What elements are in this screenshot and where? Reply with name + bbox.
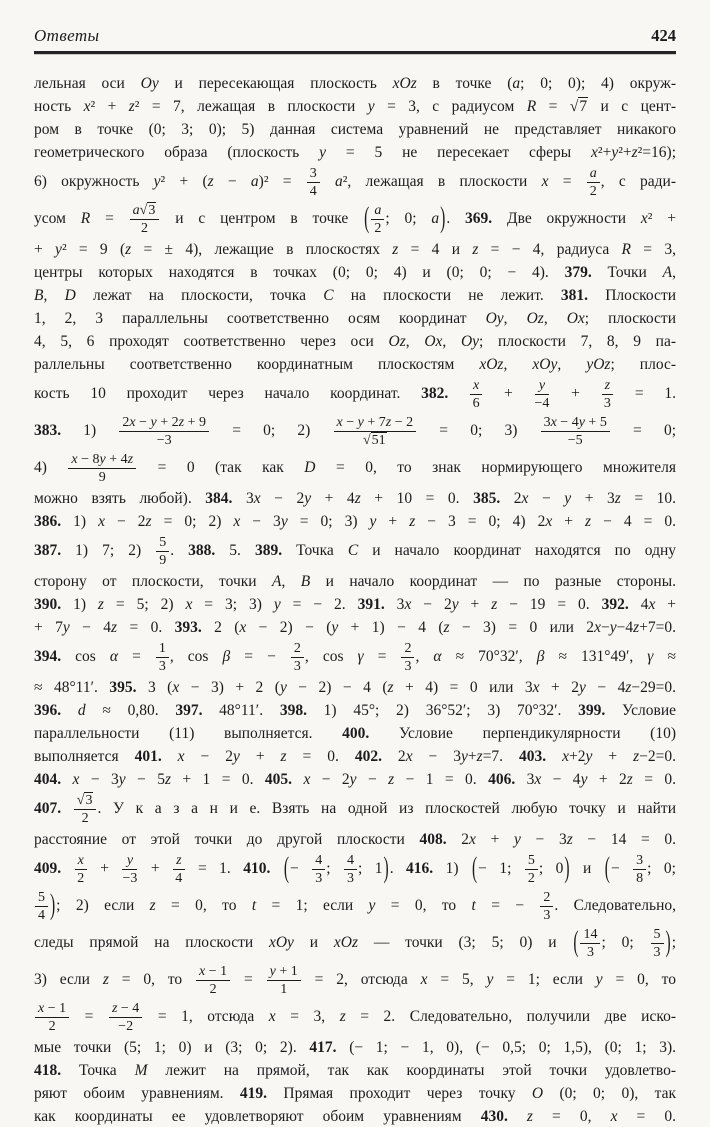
sqrt-radical: √3 [76,793,93,808]
problem-number: 416. [406,860,434,878]
text-line: $\frac{5}{4}$ ); 2) если z = 0, то t = 1; если y = 0, то t = − $\frac{2}{3}$ . Следовательно, [34,888,676,925]
fraction: $\frac{x - 1}{2}$ [196,964,230,997]
problem-number: 390. [34,596,62,613]
text-line: + 7y − 4z = 0. 393. 2 (x − 2) − (y + 1) − 4 (z − 3) = 0 или 2x−y−4z+7=0. [34,619,676,636]
problem-number: 387. [34,542,62,560]
problem-number: 379. [564,264,592,281]
text-line: 409. $\frac{x}{2}$ + $\frac{y}{-3}$ + $\frac{z}{4}$ = 1. 410. (− $\frac{4}{3}$ ; $\frac{4}{3}$ ; 1). 416. 1) (− 1; $\frac{5}{2}$ ; 0) и (− $\frac{3}{8}$ ; 0; [34,851,676,888]
sqrt-radical: √51 [362,433,386,448]
text-line: как координаты ее удовлетворяют обоим уравнениям 430. z = 0, x = 0. [34,1108,676,1125]
fraction: $\frac{5}{2}$ [525,853,538,886]
text-line: центры которых находятся в точках (0; 0; 4) и (0; 0; − 4). 379. Точки A, [34,264,676,281]
fraction: $\frac{z - 4}{-2}$ [109,1001,142,1034]
text-line: 404. x − 3y − 5z + 1 = 0. 405. x − 2y − z − 1 = 0. 406. 3x − 4y + 2z = 0. [34,771,676,788]
big-left-paren: ( [604,852,610,885]
text-line: B, D лежат на плоскости, точка C на плоскости не лежит. 381. Плоскости [34,287,677,304]
problem-number: 404. [34,771,62,788]
fraction: $\frac{a}{2}$ [371,203,384,236]
sqrt-radical: √7 [569,98,588,115]
fraction: $\frac{1}{3}$ [156,641,169,674]
answers-text [34,72,676,1127]
fraction: $\frac{y}{-4}$ [534,378,550,411]
problem-number: 405. [264,771,293,788]
fraction: $\frac{a√3}{2}$ [130,203,160,236]
big-right-paren: ) [564,852,570,885]
big-left-paren: ( [573,926,579,959]
problem-number: 369. [465,210,493,228]
fraction: $\frac{z}{3}$ [602,378,613,411]
text-line: $\frac{x - 1}{2}$ = $\frac{z - 4}{-2}$ = 1, отсюда x = 3, z = 2. Следовательно, получили две иско- [34,999,676,1036]
fraction: $\frac{a}{2}$ [587,166,600,199]
problem-number: 388. [188,542,216,560]
text-line: 390. 1) z = 5; 2) x = 3; 3) y = − 2. 391. 3x − 2y + z − 19 = 0. 392. 4x + [34,596,677,613]
problem-number: 392. [601,596,629,613]
text-line: расстояние от этой точки до другой плоскости 408. 2x + y − 3z − 14 = 0. [34,831,677,848]
fraction: $\frac{x - y + 7z - 2}{√51}$ [334,415,417,448]
fraction: $\frac{y + 1}{1}$ [267,964,301,997]
problem-number: 389. [254,542,283,560]
fraction: $\frac{3x - 4y + 5}{-5}$ [541,415,610,448]
header-rule [34,51,676,54]
problem-number: 418. [34,1062,62,1079]
fraction: $\frac{z}{4}$ [173,853,184,886]
fraction: $\frac{x}{2}$ [75,853,87,886]
fraction: $\frac{5}{3}$ [651,927,664,960]
problem-number: 406. [488,771,516,788]
fraction: $\frac{4}{3}$ [312,853,325,886]
page-number: 424 [651,26,676,45]
text-line: параллельности (11) выполняется. 400. Условие перпендикулярности (10) [34,725,676,742]
problem-number: 393. [174,619,202,636]
problem-number: 381. [560,287,589,304]
problem-number: 396. [34,702,62,719]
problem-number: 419. [239,1085,268,1102]
problem-number: 410. [243,860,271,878]
fraction: $\frac{2}{3}$ [540,890,553,923]
text-line: ность x² + z² = 7, лежащая в плоскости y = 3, с радиусом R = √7 и с цент- [34,98,676,115]
problem-number: 430. [480,1108,508,1125]
text-line: мые точки (5; 1; 0) и (3; 0; 2). 417. (− 1; − 1, 0), (− 0,5; 0; 1,5), (0; 1; 3). [34,1039,677,1056]
text-line: 3) если z = 0, то $\frac{x - 1}{2}$ = $\frac{y + 1}{1}$ = 2, отсюда x = 5, y = 1; если y = 0, то [34,964,676,997]
text-line: 396. d ≈ 0,80. 397. 48°11′. 398. 1) 45°; 2) 36°52′; 3) 70°32′. 399. Условие [34,702,676,719]
problem-number: 407. [34,800,62,818]
problem-number: 386. [34,513,62,530]
problem-number: 382. [421,385,449,403]
problem-number: 417. [309,1039,337,1056]
text-line: выполняется 401. x − 2y + z = 0. 402. 2x − 3y+z=7. 403. x+2y + z−2=0. [34,748,676,765]
big-left-paren: ( [472,852,478,885]
running-head: Ответы [34,26,100,45]
text-line: усом R = $\frac{a√3}{2}$ и с центром в точке ( $\frac{a}{2}$ ; 0; a). 369. Две окружности x² + [34,201,676,238]
text-line: 1, 2, 3 параллельны соответственно осям координат Oy, Oz, Ox; плоскости [34,310,677,327]
fraction: $\frac{x}{6}$ [470,378,482,411]
problem-number: 403. [519,748,547,765]
problem-number: 391. [357,596,385,613]
problem-number: 397. [175,702,203,719]
big-left-paren: ( [364,202,370,235]
fraction: $\frac{y}{-3}$ [122,853,138,886]
text-line: можно взять любой). 384. 3x − 2y + 4z + 10 = 0. 385. 2x − y + 3z = 10. [34,490,677,507]
problem-number: 383. [34,422,62,440]
fraction: $\frac{14}{3}$ [580,927,600,960]
text-line: ром в точке (0; 3; 0); 5) данная система уравнений не представляет никакого [34,121,676,138]
text-line: лельная оси Oy и пересекающая плоскость xOz в точке (a; 0; 0); 4) окруж- [34,75,677,92]
problem-number: 402. [354,748,382,765]
fraction: $\frac{x - 8y + 4z}{9}$ [68,452,136,485]
text-line: геометрического образа (плоскость y = 5 не пересекает сферы x²+y²+z²=16); [34,144,676,161]
problem-number: 400. [342,725,370,742]
fraction: $\frac{2}{3}$ [401,641,414,674]
fraction: $\frac{3}{8}$ [633,853,646,886]
big-right-paren: ) [665,926,671,959]
text-line: + y² = 9 (z = ± 4), лежащие в плоскостях z = 4 и z = − 4, радиуса R = 3, [34,241,676,258]
problem-number: 399. [578,702,606,719]
page-header [34,26,676,46]
text-line: ≈ 48°11′. 395. 3 (x − 3) + 2 (y − 2) − 4 (z + 4) = 0 или 3x + 2y − 4z−29=0. [34,679,676,696]
text-line: следы прямой на плоскости xOy и xOz — точки (3; 5; 0) и ( $\frac{14}{3}$ ; 0; $\frac{5}{3}$ ); [34,925,676,962]
text-line: 6) окружность y² + (z − a)² = $\frac{3}{4}$ a², лежащая в плоскости x = $\frac{a}{2}$ , с ради- [34,166,676,199]
problem-number: 408. [419,831,447,848]
text-line: 394. cos α = $\frac{1}{3}$ , cos β = − $\frac{2}{3}$ , cos γ = $\frac{2}{3}$ , α ≈ 70°32′, β ≈ 131°49′, γ ≈ [34,641,676,674]
text-line: 418. Точка M лежит на прямой, так как координаты этой точки удовлетво- [34,1062,677,1079]
fraction: $\frac{3}{4}$ [307,166,320,199]
fraction: $\frac{5}{9}$ [156,535,169,568]
text-line: 387. 1) 7; 2) $\frac{5}{9}$ . 388. 5. 389. Точка C и начало координат находятся по одну [34,535,676,568]
problem-number: 385. [473,490,501,507]
text-line: 386. 1) x − 2z = 0; 2) x − 3y = 0; 3) y + z − 3 = 0; 4) 2x + z − 4 = 0. [34,513,677,530]
text-line: ряют обоим уравнениям. 419. Прямая проходит через точку O (0; 0; 0), так [34,1085,677,1102]
problem-number: 398. [279,702,307,719]
big-right-paren: ) [440,202,446,235]
problem-number: 409. [34,860,62,878]
text-line: 383. 1) $\frac{2x - y + 2z + 9}{-3}$ = 0; 2) $\frac{x - y + 7z - 2}{√51}$ = 0; 3) $\frac{3x - 4y + 5}{-5}$ = 0; [34,415,676,448]
text-line: 4, 5, 6 проходят соответственно через оси Oz, Ox, Oy; плоскости 7, 8, 9 па- [34,333,676,350]
fraction: $\frac{4}{3}$ [344,853,357,886]
fraction: $\frac{√3}{2}$ [74,793,97,826]
problem-number: 384. [205,490,233,507]
text-line: сторону от плоскости, точки A, B и начало координат — по разные стороны. [34,573,676,590]
fraction: $\frac{x - 1}{2}$ [35,1001,69,1034]
problem-number: 395. [109,679,137,696]
problem-number: 394. [34,648,62,666]
text-line: раллельны соответственно координатным плоскостям xOz, xOy, yOz; плос- [34,356,677,373]
text-line: 407. $\frac{√3}{2}$ . У к а з а н и е. Взять на одной из плоскостей любую точку и найти [34,793,676,826]
big-left-paren: ( [283,852,290,885]
text-line: 4) $\frac{x - 8y + 4z}{9}$ = 0 (так как D = 0, то знак нормирующего множителя [34,452,676,485]
problem-number: 401. [134,748,162,765]
fraction: $\frac{2}{3}$ [291,641,304,674]
fraction: $\frac{5}{4}$ [35,890,48,923]
fraction: $\frac{2x - y + 2z + 9}{-3}$ [119,415,209,448]
text-line: кость 10 проходит через начало координат. 382. $\frac{x}{6}$ + $\frac{y}{-4}$ + $\frac{z}{3}$ = 1. [34,378,676,411]
big-right-paren: ) [383,852,389,885]
big-right-paren: ) [50,889,56,922]
sqrt-radical: √3 [139,203,156,218]
